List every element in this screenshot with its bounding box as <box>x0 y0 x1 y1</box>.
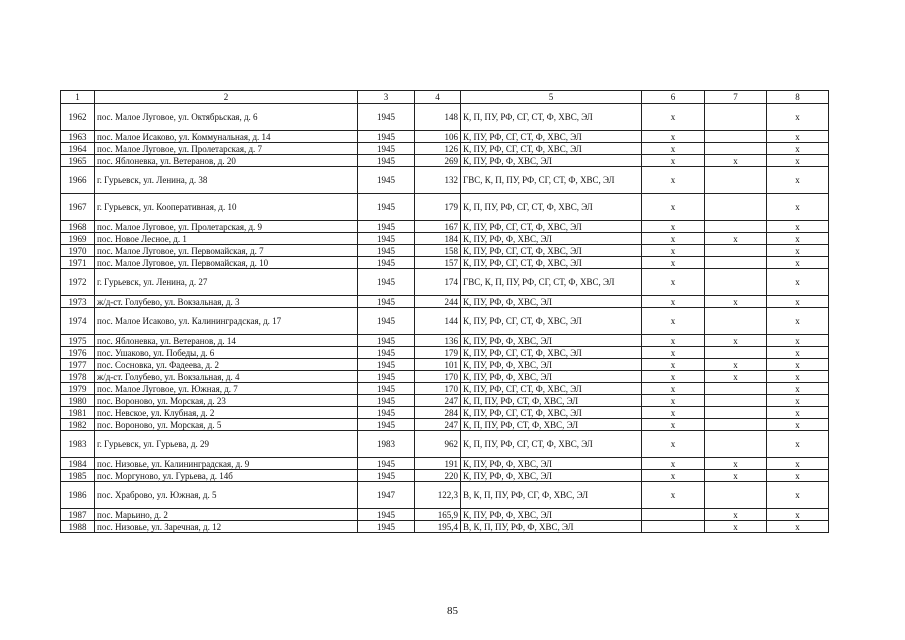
mark-cell-6: x <box>642 296 705 308</box>
year-cell: 1945 <box>358 194 415 221</box>
year-cell: 1945 <box>358 509 415 521</box>
mark-cell-6 <box>642 521 705 533</box>
address-cell: пос. Малое Луговое, ул. Пролетарская, д. 9 <box>95 221 358 233</box>
mark-cell-8: x <box>767 431 829 458</box>
table-row <box>61 257 829 269</box>
row-number-cell: 1968 <box>61 221 95 233</box>
mark-cell-6: x <box>642 245 705 257</box>
address-cell: г. Гурьевск, ул. Кооперативная, д. 10 <box>95 194 358 221</box>
mark-cell-7 <box>705 269 767 296</box>
year-cell: 1945 <box>358 245 415 257</box>
year-cell: 1945 <box>358 395 415 407</box>
table-row <box>61 521 829 533</box>
row-number-cell: 1977 <box>61 359 95 371</box>
mark-cell-6: x <box>642 458 705 470</box>
mark-cell-8: x <box>767 335 829 347</box>
value-cell: 136 <box>415 335 461 347</box>
mark-cell-8: x <box>767 458 829 470</box>
works-cell: ГВС, К, П, ПУ, РФ, СГ, СТ, Ф, ХВС, ЭЛ <box>461 269 642 296</box>
mark-cell-7 <box>705 347 767 359</box>
mark-cell-8: x <box>767 509 829 521</box>
mark-cell-7 <box>705 167 767 194</box>
mark-cell-8: x <box>767 347 829 359</box>
row-number-cell: 1987 <box>61 509 95 521</box>
works-cell: К, П, ПУ, РФ, СГ, СТ, Ф, ХВС, ЭЛ <box>461 104 642 131</box>
works-cell: К, ПУ, РФ, СГ, СТ, Ф, ХВС, ЭЛ <box>461 347 642 359</box>
table-row <box>61 407 829 419</box>
mark-cell-7: x <box>705 458 767 470</box>
header-cell: 2 <box>95 91 358 104</box>
mark-cell-6: x <box>642 431 705 458</box>
year-cell: 1945 <box>358 383 415 395</box>
mark-cell-6: x <box>642 470 705 482</box>
mark-cell-6: x <box>642 335 705 347</box>
works-cell: К, ПУ, РФ, Ф, ХВС, ЭЛ <box>461 371 642 383</box>
mark-cell-7: x <box>705 335 767 347</box>
address-cell: ж/д-ст. Голубево, ул. Вокзальная, д. 4 <box>95 371 358 383</box>
table-row <box>61 383 829 395</box>
mark-cell-7: x <box>705 233 767 245</box>
mark-cell-6: x <box>642 407 705 419</box>
mark-cell-6: x <box>642 359 705 371</box>
works-cell: К, ПУ, РФ, СГ, СТ, Ф, ХВС, ЭЛ <box>461 143 642 155</box>
table-row <box>61 131 829 143</box>
year-cell: 1945 <box>358 221 415 233</box>
mark-cell-7: x <box>705 359 767 371</box>
page-number: 85 <box>447 605 458 617</box>
row-number-cell: 1986 <box>61 482 95 509</box>
value-cell: 184 <box>415 233 461 245</box>
row-number-cell: 1985 <box>61 470 95 482</box>
row-number-cell: 1967 <box>61 194 95 221</box>
works-cell: К, ПУ, РФ, СГ, СТ, Ф, ХВС, ЭЛ <box>461 407 642 419</box>
value-cell: 195,4 <box>415 521 461 533</box>
table-row <box>61 470 829 482</box>
mark-cell-7: x <box>705 521 767 533</box>
mark-cell-8: x <box>767 407 829 419</box>
value-cell: 126 <box>415 143 461 155</box>
table-row <box>61 245 829 257</box>
header-cell: 1 <box>61 91 95 104</box>
works-cell: К, ПУ, РФ, СГ, СТ, Ф, ХВС, ЭЛ <box>461 257 642 269</box>
address-cell: пос. Невское, ул. Клубная, д. 2 <box>95 407 358 419</box>
table-row <box>61 104 829 131</box>
header-cell: 5 <box>461 91 642 104</box>
value-cell: 191 <box>415 458 461 470</box>
header-cell: 4 <box>415 91 461 104</box>
value-cell: 157 <box>415 257 461 269</box>
value-cell: 122,3 <box>415 482 461 509</box>
table-row <box>61 296 829 308</box>
works-cell: В, К, П, ПУ, РФ, СГ, Ф, ХВС, ЭЛ <box>461 482 642 509</box>
mark-cell-7 <box>705 431 767 458</box>
works-cell: К, П, ПУ, РФ, СТ, Ф, ХВС, ЭЛ <box>461 419 642 431</box>
year-cell: 1945 <box>358 167 415 194</box>
table-row <box>61 371 829 383</box>
address-cell: пос. Малое Луговое, ул. Первомайская, д. 7 <box>95 245 358 257</box>
table-row <box>61 431 829 458</box>
row-number-cell: 1984 <box>61 458 95 470</box>
value-cell: 244 <box>415 296 461 308</box>
header-cell: 3 <box>358 91 415 104</box>
document-page <box>60 90 829 533</box>
address-cell: пос. Низовье, ул. Калининградская, д. 9 <box>95 458 358 470</box>
address-cell: пос. Яблоневка, ул. Ветеранов, д. 14 <box>95 335 358 347</box>
value-cell: 165,9 <box>415 509 461 521</box>
mark-cell-7: x <box>705 296 767 308</box>
year-cell: 1945 <box>358 143 415 155</box>
address-cell: пос. Низовье, ул. Заречная, д. 12 <box>95 521 358 533</box>
mark-cell-7: x <box>705 155 767 167</box>
address-cell: пос. Марьино, д. 2 <box>95 509 358 521</box>
works-cell: К, ПУ, РФ, Ф, ХВС, ЭЛ <box>461 233 642 245</box>
year-cell: 1945 <box>358 296 415 308</box>
year-cell: 1945 <box>358 308 415 335</box>
mark-cell-6: x <box>642 419 705 431</box>
row-number-cell: 1972 <box>61 269 95 296</box>
header-cell: 6 <box>642 91 705 104</box>
mark-cell-7 <box>705 395 767 407</box>
year-cell: 1945 <box>358 419 415 431</box>
mark-cell-8: x <box>767 296 829 308</box>
mark-cell-6: x <box>642 143 705 155</box>
works-cell: К, ПУ, РФ, Ф, ХВС, ЭЛ <box>461 155 642 167</box>
address-cell: пос. Вороново, ул. Морская, д. 5 <box>95 419 358 431</box>
address-cell: пос. Малое Луговое, ул. Октябрьская, д. 6 <box>95 104 358 131</box>
mark-cell-8: x <box>767 482 829 509</box>
header-cell: 8 <box>767 91 829 104</box>
year-cell: 1945 <box>358 521 415 533</box>
works-cell: К, ПУ, РФ, Ф, ХВС, ЭЛ <box>461 335 642 347</box>
header-cell: 7 <box>705 91 767 104</box>
row-number-cell: 1969 <box>61 233 95 245</box>
mark-cell-7 <box>705 245 767 257</box>
table-row <box>61 482 829 509</box>
address-cell: пос. Новое Лесное, д. 1 <box>95 233 358 245</box>
mark-cell-7 <box>705 194 767 221</box>
row-number-cell: 1963 <box>61 131 95 143</box>
table-header-row <box>61 91 829 104</box>
year-cell: 1945 <box>358 155 415 167</box>
works-cell: К, ПУ, РФ, СГ, СТ, Ф, ХВС, ЭЛ <box>461 221 642 233</box>
table-row <box>61 347 829 359</box>
works-cell: К, П, ПУ, РФ, СГ, СТ, Ф, ХВС, ЭЛ <box>461 194 642 221</box>
row-number-cell: 1966 <box>61 167 95 194</box>
value-cell: 144 <box>415 308 461 335</box>
table-row <box>61 335 829 347</box>
row-number-cell: 1980 <box>61 395 95 407</box>
mark-cell-6: x <box>642 371 705 383</box>
table-row <box>61 419 829 431</box>
mark-cell-6: x <box>642 347 705 359</box>
mark-cell-8: x <box>767 269 829 296</box>
mark-cell-7: x <box>705 371 767 383</box>
mark-cell-8: x <box>767 521 829 533</box>
value-cell: 158 <box>415 245 461 257</box>
mark-cell-7 <box>705 221 767 233</box>
works-cell: К, ПУ, РФ, Ф, ХВС, ЭЛ <box>461 296 642 308</box>
address-cell: г. Гурьевск, ул. Ленина, д. 38 <box>95 167 358 194</box>
table-body <box>61 91 829 533</box>
year-cell: 1945 <box>358 233 415 245</box>
mark-cell-6: x <box>642 194 705 221</box>
works-cell: ГВС, К, П, ПУ, РФ, СГ, СТ, Ф, ХВС, ЭЛ <box>461 167 642 194</box>
year-cell: 1945 <box>358 371 415 383</box>
mark-cell-7 <box>705 383 767 395</box>
table-row <box>61 143 829 155</box>
works-cell: К, П, ПУ, РФ, СГ, СТ, Ф, ХВС, ЭЛ <box>461 431 642 458</box>
mark-cell-6: x <box>642 155 705 167</box>
mark-cell-8: x <box>767 371 829 383</box>
address-cell: пос. Малое Исаково, ул. Калининградская, д. 17 <box>95 308 358 335</box>
mark-cell-6: x <box>642 308 705 335</box>
mark-cell-8: x <box>767 194 829 221</box>
works-cell: К, ПУ, РФ, СГ, СТ, Ф, ХВС, ЭЛ <box>461 308 642 335</box>
year-cell: 1945 <box>358 347 415 359</box>
mark-cell-8: x <box>767 308 829 335</box>
row-number-cell: 1965 <box>61 155 95 167</box>
housing-table <box>60 90 829 533</box>
address-cell: пос. Малое Исаково, ул. Коммунальная, д. 14 <box>95 131 358 143</box>
address-cell: пос. Вороново, ул. Морская, д. 23 <box>95 395 358 407</box>
row-number-cell: 1979 <box>61 383 95 395</box>
value-cell: 170 <box>415 383 461 395</box>
table-row <box>61 458 829 470</box>
row-number-cell: 1970 <box>61 245 95 257</box>
address-cell: пос. Ушаково, ул. Победы, д. 6 <box>95 347 358 359</box>
row-number-cell: 1964 <box>61 143 95 155</box>
year-cell: 1945 <box>358 104 415 131</box>
mark-cell-8: x <box>767 143 829 155</box>
mark-cell-6: x <box>642 395 705 407</box>
mark-cell-6: x <box>642 221 705 233</box>
mark-cell-7 <box>705 104 767 131</box>
row-number-cell: 1974 <box>61 308 95 335</box>
value-cell: 962 <box>415 431 461 458</box>
address-cell: пос. Яблоневка, ул. Ветеранов, д. 20 <box>95 155 358 167</box>
mark-cell-8: x <box>767 383 829 395</box>
row-number-cell: 1981 <box>61 407 95 419</box>
mark-cell-6: x <box>642 233 705 245</box>
address-cell: пос. Малое Луговое, ул. Первомайская, д. 10 <box>95 257 358 269</box>
table-row <box>61 194 829 221</box>
address-cell: пос. Храброво, ул. Южная, д. 5 <box>95 482 358 509</box>
mark-cell-7 <box>705 143 767 155</box>
mark-cell-8: x <box>767 104 829 131</box>
row-number-cell: 1988 <box>61 521 95 533</box>
value-cell: 284 <box>415 407 461 419</box>
row-number-cell: 1982 <box>61 419 95 431</box>
address-cell: ж/д-ст. Голубево, ул. Вокзальная, д. 3 <box>95 296 358 308</box>
value-cell: 174 <box>415 269 461 296</box>
value-cell: 167 <box>415 221 461 233</box>
works-cell: К, ПУ, РФ, СГ, СТ, Ф, ХВС, ЭЛ <box>461 131 642 143</box>
year-cell: 1945 <box>358 407 415 419</box>
mark-cell-8: x <box>767 359 829 371</box>
value-cell: 101 <box>415 359 461 371</box>
mark-cell-6: x <box>642 383 705 395</box>
year-cell: 1983 <box>358 431 415 458</box>
mark-cell-7 <box>705 482 767 509</box>
mark-cell-6 <box>642 509 705 521</box>
mark-cell-8: x <box>767 245 829 257</box>
row-number-cell: 1975 <box>61 335 95 347</box>
table-row <box>61 308 829 335</box>
value-cell: 106 <box>415 131 461 143</box>
works-cell: К, ПУ, РФ, Ф, ХВС, ЭЛ <box>461 458 642 470</box>
mark-cell-8: x <box>767 221 829 233</box>
mark-cell-8: x <box>767 470 829 482</box>
mark-cell-7: x <box>705 509 767 521</box>
value-cell: 220 <box>415 470 461 482</box>
mark-cell-8: x <box>767 419 829 431</box>
works-cell: К, ПУ, РФ, Ф, ХВС, ЭЛ <box>461 470 642 482</box>
row-number-cell: 1983 <box>61 431 95 458</box>
year-cell: 1945 <box>358 359 415 371</box>
value-cell: 269 <box>415 155 461 167</box>
mark-cell-7 <box>705 257 767 269</box>
row-number-cell: 1973 <box>61 296 95 308</box>
table-row <box>61 509 829 521</box>
mark-cell-6: x <box>642 257 705 269</box>
year-cell: 1945 <box>358 470 415 482</box>
table-row <box>61 233 829 245</box>
value-cell: 170 <box>415 371 461 383</box>
row-number-cell: 1976 <box>61 347 95 359</box>
year-cell: 1947 <box>358 482 415 509</box>
year-cell: 1945 <box>358 458 415 470</box>
mark-cell-8: x <box>767 233 829 245</box>
address-cell: пос. Малое Луговое, ул. Пролетарская, д. 7 <box>95 143 358 155</box>
value-cell: 179 <box>415 347 461 359</box>
mark-cell-8: x <box>767 155 829 167</box>
value-cell: 132 <box>415 167 461 194</box>
row-number-cell: 1962 <box>61 104 95 131</box>
works-cell: К, ПУ, РФ, Ф, ХВС, ЭЛ <box>461 359 642 371</box>
year-cell: 1945 <box>358 269 415 296</box>
address-cell: пос. Малое Луговое, ул. Южная, д. 7 <box>95 383 358 395</box>
works-cell: В, К, П, ПУ, РФ, Ф, ХВС, ЭЛ <box>461 521 642 533</box>
table-row <box>61 269 829 296</box>
mark-cell-6: x <box>642 104 705 131</box>
value-cell: 179 <box>415 194 461 221</box>
works-cell: К, ПУ, РФ, Ф, ХВС, ЭЛ <box>461 509 642 521</box>
mark-cell-6: x <box>642 269 705 296</box>
works-cell: К, П, ПУ, РФ, СТ, Ф, ХВС, ЭЛ <box>461 395 642 407</box>
row-number-cell: 1978 <box>61 371 95 383</box>
table-row <box>61 395 829 407</box>
mark-cell-6: x <box>642 167 705 194</box>
value-cell: 247 <box>415 419 461 431</box>
mark-cell-7 <box>705 407 767 419</box>
address-cell: пос. Моргуново, ул. Гурьева, д. 14б <box>95 470 358 482</box>
mark-cell-6: x <box>642 131 705 143</box>
year-cell: 1945 <box>358 335 415 347</box>
works-cell: К, ПУ, РФ, СГ, СТ, Ф, ХВС, ЭЛ <box>461 383 642 395</box>
year-cell: 1945 <box>358 131 415 143</box>
table-row <box>61 167 829 194</box>
address-cell: г. Гурьевск, ул. Ленина, д. 27 <box>95 269 358 296</box>
mark-cell-7: x <box>705 470 767 482</box>
mark-cell-7 <box>705 419 767 431</box>
mark-cell-8: x <box>767 395 829 407</box>
mark-cell-8: x <box>767 131 829 143</box>
mark-cell-7 <box>705 308 767 335</box>
year-cell: 1945 <box>358 257 415 269</box>
mark-cell-6: x <box>642 482 705 509</box>
table-row <box>61 359 829 371</box>
mark-cell-8: x <box>767 167 829 194</box>
mark-cell-8: x <box>767 257 829 269</box>
mark-cell-7 <box>705 131 767 143</box>
value-cell: 148 <box>415 104 461 131</box>
value-cell: 247 <box>415 395 461 407</box>
address-cell: пос. Сосновка, ул. Фадеева, д. 2 <box>95 359 358 371</box>
table-row <box>61 221 829 233</box>
table-row <box>61 155 829 167</box>
works-cell: К, ПУ, РФ, СГ, СТ, Ф, ХВС, ЭЛ <box>461 245 642 257</box>
row-number-cell: 1971 <box>61 257 95 269</box>
address-cell: г. Гурьевск, ул. Гурьева, д. 29 <box>95 431 358 458</box>
